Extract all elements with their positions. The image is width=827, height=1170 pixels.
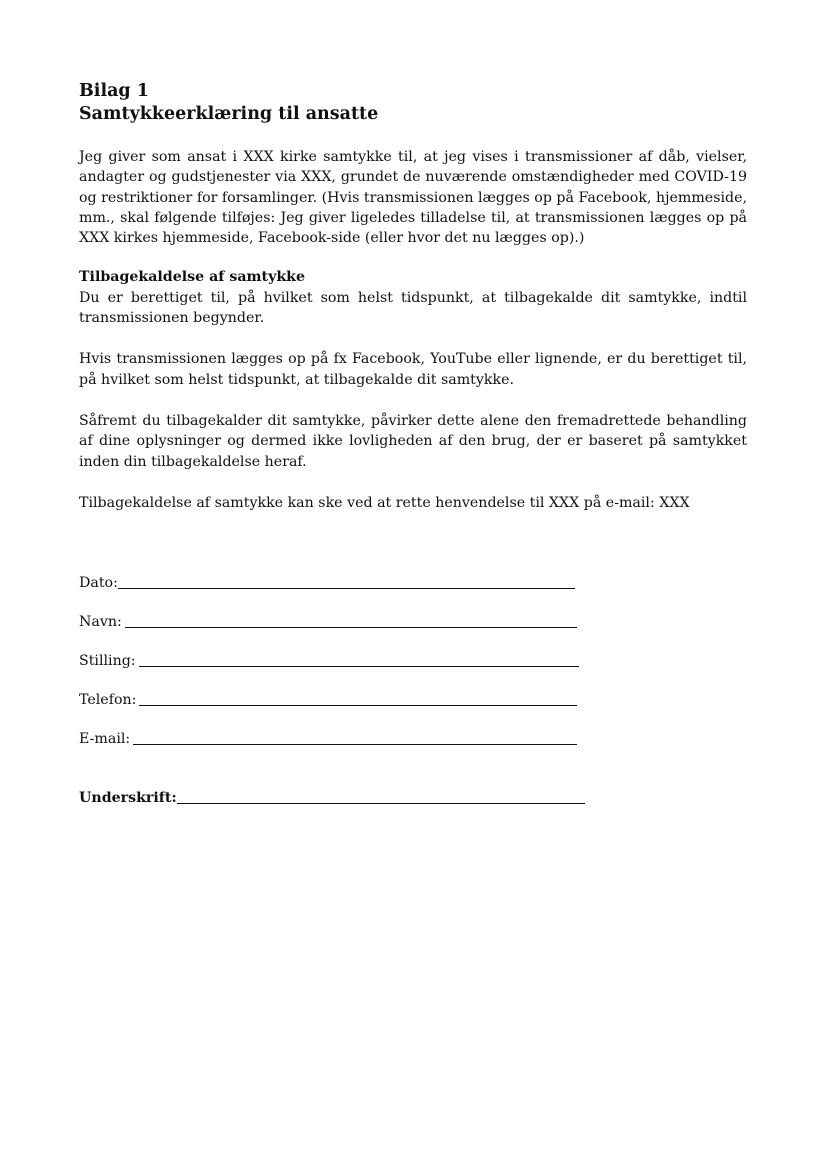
signature-label: Underskrift: xyxy=(79,790,177,807)
appendix-label: Bilag 1 xyxy=(79,81,149,101)
signature-field[interactable] xyxy=(79,788,747,808)
email-label: E-mail: xyxy=(79,731,131,748)
name-input-line[interactable] xyxy=(125,626,577,628)
position-input-line[interactable] xyxy=(139,665,579,667)
date-field[interactable] xyxy=(79,573,747,593)
withdrawal-heading: Tilbagekaldelse af samtykke xyxy=(79,269,306,286)
withdrawal-contact-paragraph: Tilbagekaldelse af samtykke kan ske ved at rette henvendelse til XXX på e-mail: XXX xyxy=(79,494,690,511)
position-field[interactable] xyxy=(79,651,747,671)
email-field[interactable] xyxy=(79,729,747,749)
document-title: Samtykkeerklæring til ansatte xyxy=(79,104,379,124)
date-input-line[interactable] xyxy=(118,587,575,589)
withdrawal-paragraph-2: Hvis transmissionen lægges op på fx Facebook, YouTube eller lignende, er du berettiget til, på hvilket som helst tidspunkt, at tilbagekalde dit samtykke. xyxy=(79,351,747,388)
name-field[interactable] xyxy=(79,612,747,632)
position-label: Stilling: xyxy=(79,653,136,670)
consent-paragraph: Jeg giver som ansat i XXX kirke samtykke til, at jeg vises i transmissioner af dåb, vielser, andagter og gudstjenester via XXX, grundet de nuværende omstændigheder med COVID-19 og restriktioner for forsamlinger. (Hvis transmissionen lægges op på Facebook, hjemmeside, mm., skal følgende tilføjes: Jeg giver ligeledes tilladelse til, at transmissionen lægges op på XXX kirkes hjemmeside, Facebook-side (eller hvor det nu lægges op).) xyxy=(79,149,747,247)
email-input-line[interactable] xyxy=(133,743,577,745)
name-label: Navn: xyxy=(79,614,122,631)
signature-form xyxy=(79,573,747,808)
date-label: Dato: xyxy=(79,575,118,592)
phone-field[interactable] xyxy=(79,690,747,710)
withdrawal-paragraph-3: Såfremt du tilbagekalder dit samtykke, påvirker dette alene den fremadrettede behandling af dine oplysninger og dermed ikke lovligheden af den brug, der er baseret på samtykket inden din tilbagekaldelse heraf. xyxy=(79,412,747,470)
signature-input-line[interactable] xyxy=(177,802,585,804)
withdrawal-paragraph-1: Du er berettiget til, på hvilket som helst tidspunkt, at tilbagekalde dit samtykke, indtil transmissionen begynder. xyxy=(79,289,747,327)
phone-input-line[interactable] xyxy=(139,704,577,706)
phone-label: Telefon: xyxy=(79,692,137,709)
